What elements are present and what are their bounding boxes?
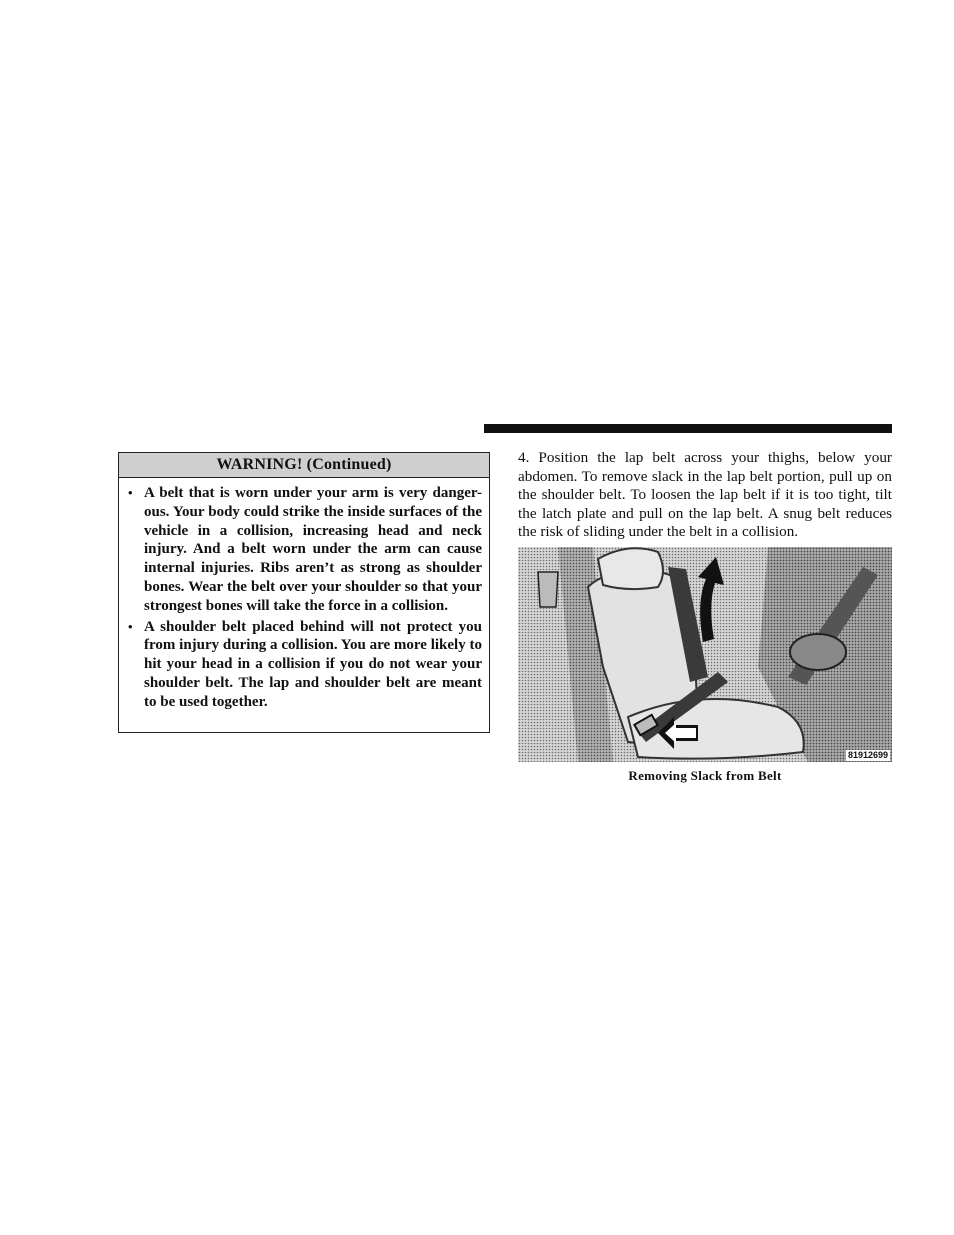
figure-caption: Removing Slack from Belt — [628, 768, 782, 783]
warning-bullet-text: A belt that is worn under your arm is very danger-ous. Your body could strike the inside surfaces of the vehicle in a collision, increasing head and neck injury. And a belt worn under the arm can cause internal injuries. Ribs aren’t as strong as shoulder bones. Wear the belt over your shoulder so that your strongest bones will take the force in a collision. — [144, 485, 482, 614]
step-4-text: 4. Position the lap belt across your thighs, below your abdomen. To remove slack in the lap belt portion, pull up on the shoulder belt. To loosen the lap belt if it is too tight, tilt the latch plate and pull on the lap belt. A snug belt reduces the risk of sliding under the belt in a collision. — [518, 449, 892, 540]
warning-bullet-text: A shoulder belt placed behind will not protect you from injury during a collision. You are more likely to hit your head in a collision if you do not wear your shoulder belt. The lap and shoulder belt are meant to be used together. — [144, 618, 482, 710]
seat-belt-illustration-icon — [518, 547, 892, 762]
warning-box — [118, 452, 490, 733]
figure-code: 81912699 — [847, 750, 888, 760]
seat-belt-figure — [518, 547, 892, 762]
bullet-icon: • — [128, 485, 133, 500]
section-rule — [484, 424, 892, 433]
warning-header: WARNING! (Continued) — [119, 453, 489, 478]
bullet-icon: • — [128, 618, 133, 634]
warning-list — [119, 478, 489, 712]
warning-bullet — [128, 484, 482, 616]
warning-bullet — [128, 618, 482, 712]
